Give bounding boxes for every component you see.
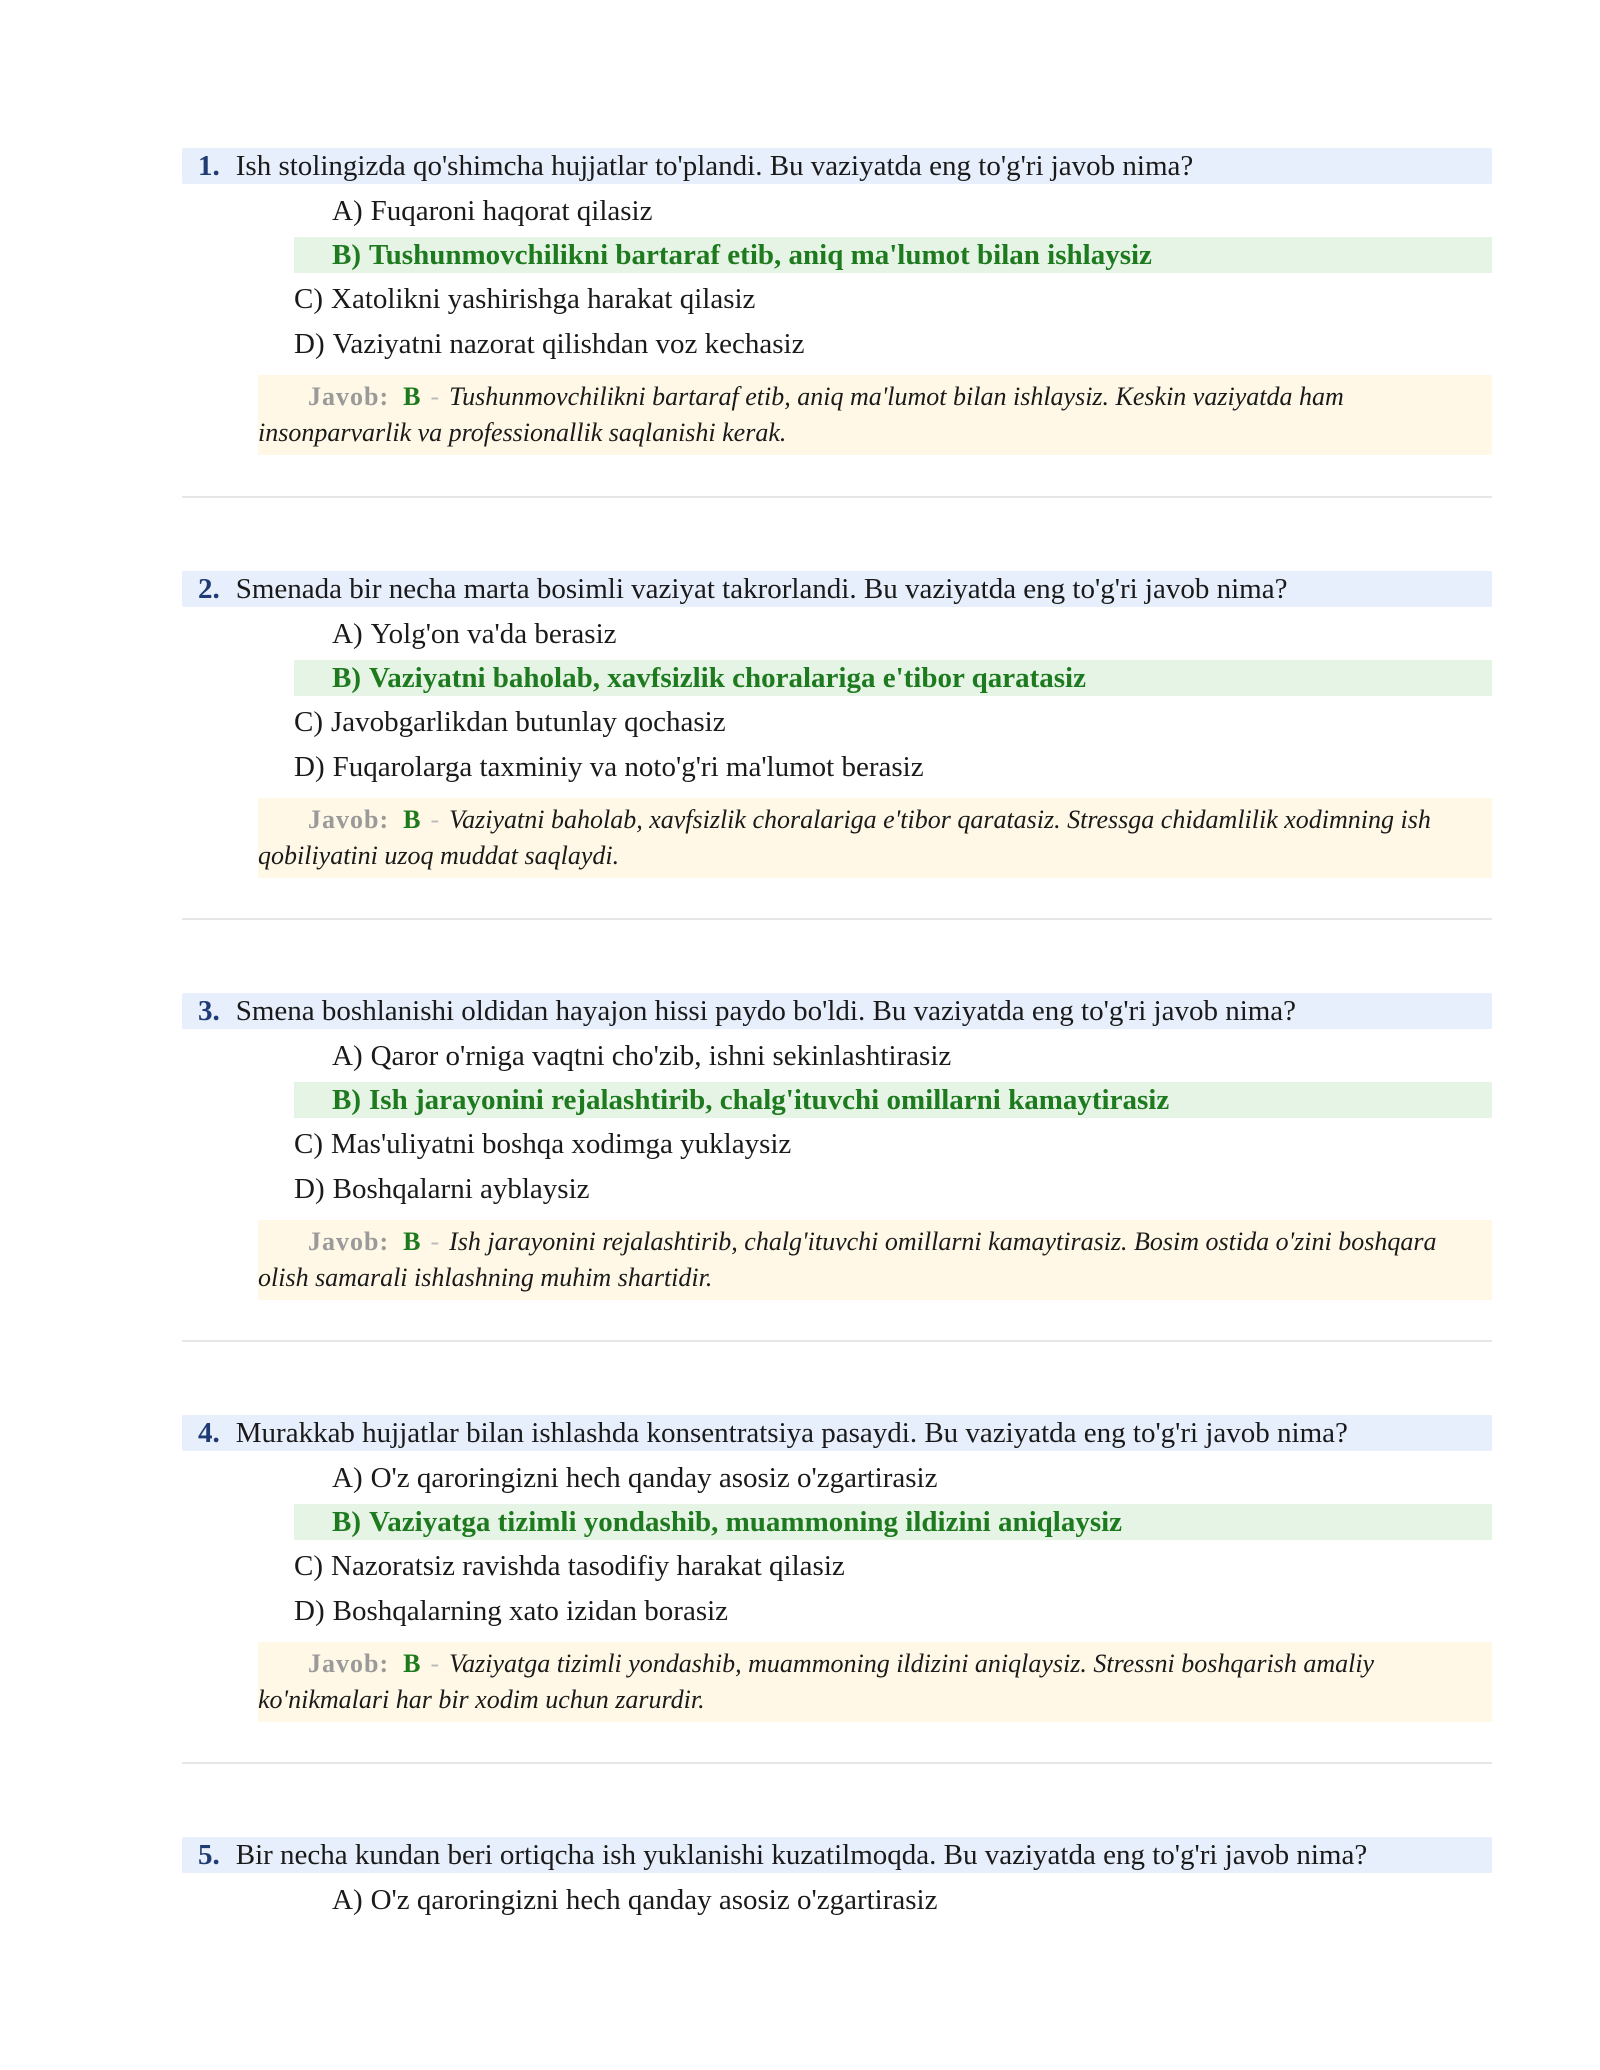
question-header (182, 148, 1492, 184)
option-letter: B) (332, 1506, 361, 1538)
answer-label: Javob: (308, 805, 390, 834)
divider (182, 1762, 1492, 1764)
question-number: 5. (198, 1839, 220, 1871)
question-text: Bir necha kundan beri ortiqcha ish yuklanishi kuzatilmoqda. Bu vaziyatda eng to'g'ri javob nima? (235, 1839, 1368, 1871)
option-a (332, 615, 1492, 653)
option-letter: B) (332, 239, 361, 271)
option-c (294, 703, 1492, 741)
option-letter: D) (294, 1173, 325, 1205)
option-d (294, 325, 1492, 363)
question-block-2 (182, 571, 1492, 878)
option-letter: D) (294, 751, 325, 783)
option-letter: A) (332, 618, 363, 650)
answer-letter: B (403, 382, 421, 411)
option-text: Fuqarolarga taxminiy va noto'g'ri ma'lumot berasiz (332, 751, 924, 783)
option-text: O'z qaroringizni hech qanday asosiz o'zgartirasiz (370, 1884, 938, 1916)
question-number: 1. (198, 150, 220, 182)
option-c (294, 280, 1492, 318)
option-letter: D) (294, 328, 325, 360)
option-a (332, 1881, 1492, 1919)
answer-explanation (258, 1642, 1492, 1722)
option-d (294, 748, 1492, 786)
answer-explanation (258, 798, 1492, 878)
answer-explanation (258, 1220, 1492, 1300)
answer-letter: B (403, 1649, 421, 1678)
question-block-5 (182, 1837, 1492, 1919)
question-text: Ish stolingizda qo'shimcha hujjatlar to'plandi. Bu vaziyatda eng to'g'ri javob nima? (235, 150, 1194, 182)
option-b-correct (294, 1504, 1492, 1540)
question-text: Smena boshlanishi oldidan hayajon hissi paydo bo'ldi. Bu vaziyatda eng to'g'ri javob nima? (235, 995, 1297, 1027)
option-text: Yolg'on va'da berasiz (370, 618, 617, 650)
question-header (182, 571, 1492, 607)
answer-label: Javob: (308, 382, 390, 411)
option-letter: A) (332, 195, 363, 227)
option-d (294, 1170, 1492, 1208)
option-letter: C) (294, 283, 323, 315)
option-letter: B) (332, 662, 361, 694)
option-text: Nazoratsiz ravishda tasodifiy harakat qilasiz (331, 1550, 845, 1582)
option-b-correct (294, 237, 1492, 273)
option-text: Tushunmovchilikni bartaraf etib, aniq ma'lumot bilan ishlaysiz (369, 239, 1152, 271)
answer-text: Vaziyatni baholab, xavfsizlik choralariga e'tibor qaratasiz. Stressga chidamlilik xodimning ish qobiliyatini uzoq muddat saqlaydi. (258, 805, 1431, 870)
option-letter: C) (294, 706, 323, 738)
option-letter: A) (332, 1884, 363, 1916)
option-letter: B) (332, 1084, 361, 1116)
option-c (294, 1547, 1492, 1585)
answer-dash: - (430, 1227, 440, 1256)
option-text: Qaror o'rniga vaqtni cho'zib, ishni sekinlashtirasiz (370, 1040, 952, 1072)
question-number: 4. (198, 1417, 220, 1449)
option-text: Boshqalarni ayblaysiz (332, 1173, 590, 1205)
answer-explanation (258, 375, 1492, 455)
question-number: 2. (198, 573, 220, 605)
option-text: Mas'uliyatni boshqa xodimga yuklaysiz (331, 1128, 792, 1160)
option-letter: D) (294, 1595, 325, 1627)
answer-text: Vaziyatga tizimli yondashib, muammoning ildizini aniqlaysiz. Stressni boshqarish amaliy ko'nikmalari har bir xodim uchun zarurdir. (258, 1649, 1375, 1714)
divider (182, 496, 1492, 498)
option-text: Boshqalarning xato izidan borasiz (332, 1595, 729, 1627)
option-a (332, 1037, 1492, 1075)
answer-dash: - (430, 1649, 440, 1678)
answer-dash: - (430, 805, 440, 834)
answer-text: Tushunmovchilikni bartaraf etib, aniq ma'lumot bilan ishlaysiz. Keskin vaziyatda ham insonparvarlik va professionallik saqlanishi kerak. (258, 382, 1344, 447)
option-b-correct (294, 1082, 1492, 1118)
option-text: O'z qaroringizni hech qanday asosiz o'zgartirasiz (370, 1462, 938, 1494)
question-header (182, 1837, 1492, 1873)
answer-label: Javob: (308, 1227, 390, 1256)
option-d (294, 1592, 1492, 1630)
option-text: Fuqaroni haqorat qilasiz (370, 195, 653, 227)
answer-label: Javob: (308, 1649, 390, 1678)
option-text: Xatolikni yashirishga harakat qilasiz (331, 283, 756, 315)
answer-text: Ish jarayonini rejalashtirib, chalg'ituvchi omillarni kamaytirasiz. Bosim ostida o'zini boshqara olish samarali ishlashning muhim shartidir. (258, 1227, 1437, 1292)
answer-dash: - (430, 382, 440, 411)
option-text: Vaziyatni baholab, xavfsizlik choralariga e'tibor qaratasiz (369, 662, 1086, 694)
option-text: Javobgarlikdan butunlay qochasiz (331, 706, 726, 738)
option-letter: C) (294, 1550, 323, 1582)
question-block-4 (182, 1415, 1492, 1722)
question-number: 3. (198, 995, 220, 1027)
question-text: Smenada bir necha marta bosimli vaziyat takrorlandi. Bu vaziyatda eng to'g'ri javob nima? (235, 573, 1288, 605)
option-letter: A) (332, 1040, 363, 1072)
option-b-correct (294, 660, 1492, 696)
option-a (332, 1459, 1492, 1497)
option-c (294, 1125, 1492, 1163)
answer-letter: B (403, 1227, 421, 1256)
divider (182, 918, 1492, 920)
option-text: Vaziyatga tizimli yondashib, muammoning ildizini aniqlaysiz (369, 1506, 1123, 1538)
question-block-3 (182, 993, 1492, 1300)
answer-letter: B (403, 805, 421, 834)
divider (182, 1340, 1492, 1342)
option-text: Vaziyatni nazorat qilishdan voz kechasiz (332, 328, 805, 360)
question-block-1 (182, 148, 1492, 455)
option-text: Ish jarayonini rejalashtirib, chalg'ituvchi omillarni kamaytirasiz (369, 1084, 1170, 1116)
option-a (332, 192, 1492, 230)
question-header (182, 1415, 1492, 1451)
option-letter: A) (332, 1462, 363, 1494)
question-text: Murakkab hujjatlar bilan ishlashda konsentratsiya pasaydi. Bu vaziyatda eng to'g'ri javob nima? (235, 1417, 1348, 1449)
option-letter: C) (294, 1128, 323, 1160)
question-header (182, 993, 1492, 1029)
